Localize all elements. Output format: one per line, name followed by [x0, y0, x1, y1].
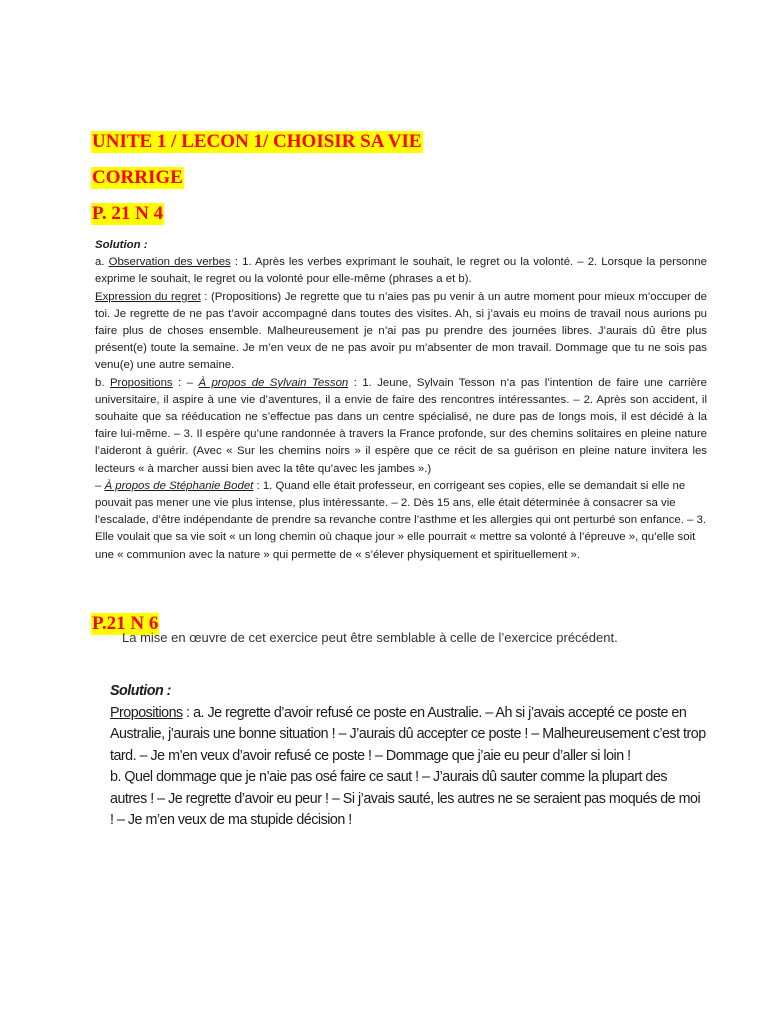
corrige-heading: CORRIGE	[92, 167, 183, 188]
paragraph-a	[110, 703, 706, 768]
tesson-title: À propos de Sylvain Tesson	[198, 376, 349, 389]
bodet-text: : 1. Quand elle était professeur, en corrigeant ses copies, elle se demandait si elle ne pouvait pas mener une vie plus intense, plus intéressante. – 2. Dès 15 ans, elle était déterminée à consacrer sa vie l’escalade, d’être indépendante de prendre sa revanche contre l’asthme et les allergies qui ont perturbé son enfance. – 3. Elle voulait que sa vie soit « un long chemin où chaque jour » elle pourrait « mettre sa volonté à l’épreuve », qu’elle soit une « communion avec la nature » qui permette de « s’élever physiquement et spirituellement ».	[95, 479, 707, 561]
expression-text: : (Propositions) Je regrette que tu n’aies pas pu venir à un autre moment pour mieux m’occuper de toi. Je regrette de ne pas t’avoir accompagné dans toutes des visites. Ah, si j’avais eu moins de travail nous aurions pu faire plus de choses ensemble. Malheureusement je n’ai pas pu prendre des journées libres. J’aurais dû être plus présent(e) toute la semaine. Je m’en veux de ne pas avoir pu m’absenter de mon travail. Dommage que tu ne sois pas venu(e) une autre semaine.	[95, 290, 707, 372]
item-prefix: a.	[95, 256, 109, 269]
propositions-a-text: : a. Je regrette d’avoir refusé ce poste en Australie. – Ah si j’avais accepté ce poste en Australie, j’aurais une bonne situation ! – J’aurais dû accepter ce poste ! – Malheureusement c’est trop tard. – Je m’en veux d’avoir refusé ce poste ! – Dommage que j’aie eu peur d’aller si loin !	[110, 704, 706, 764]
paragraph-b: b. Quel dommage que je n’aie pas osé faire ce saut ! – J’aurais dû sauter comme la plupart des autres ! – Je regrette d’avoir eu peur ! – Si j’avais sauté, les autres ne se seraient pas moqués de moi ! – Je m’en veux de ma stupide décision !	[110, 769, 701, 828]
exercise-heading-p21-n6: P.21 N 6	[92, 613, 159, 634]
observation-title: Observation des verbes	[108, 256, 231, 269]
solution-label: Solution :	[110, 683, 171, 699]
dash: : –	[172, 376, 199, 389]
expression-title: Expression du regret	[95, 290, 201, 303]
solution-label: Solution :	[95, 239, 148, 251]
propositions-title: Propositions	[109, 376, 173, 389]
propositions-title: Propositions	[110, 704, 183, 721]
item-prefix: b.	[95, 376, 110, 389]
paragraph-b	[95, 375, 707, 478]
bodet-title: À propos de Stéphanie Bodet	[104, 479, 254, 492]
cropped-instruction-line	[122, 630, 618, 650]
exercise-heading-p21-n4: P. 21 N 4	[92, 203, 164, 224]
page-title: UNITE 1 / LECON 1/ CHOISIR SA VIE	[92, 131, 422, 152]
solution-block-p21-n4	[95, 237, 707, 564]
observation-text: : 1. Après les verbes exprimant le souhait, le regret ou la volonté. – 2. Lorsque la personne exprime le souhait, le regret ou la volonté pour elle-même (phrases a et b).	[95, 256, 707, 286]
cropped-instruction-text: La mise en œuvre de cet exercice peut être semblable à celle de l’exercice précédent.	[122, 630, 618, 645]
solution-block-p21-n6	[110, 681, 706, 832]
paragraph-bodet	[95, 478, 707, 564]
paragraph-a	[95, 254, 707, 288]
tesson-text: : 1. Jeune, Sylvain Tesson n’a pas l’intention de faire une carrière universitaire, il aspire à une vie d’aventures, il a envie de faire des rencontres intéressantes. – 2. Après son accident, il souhaite que sa rééducation ne s’effectue pas dans un centre spécialisé, ne dure pas de longs mois, il est décidé à la faire lui-même. – 3. Il espère qu’une randonnée à travers la France profonde, sur des chemins solitaires en pleine nature l’aideront à guérir. (Avec « Sur les chemins noirs » il espère que ce récit de sa guérison en pleine nature invitera les lecteurs « à marcher aussi bien avec la tête qu’avec les jambes ».)	[95, 376, 708, 475]
dash: –	[95, 479, 105, 492]
paragraph-expression	[95, 289, 707, 375]
